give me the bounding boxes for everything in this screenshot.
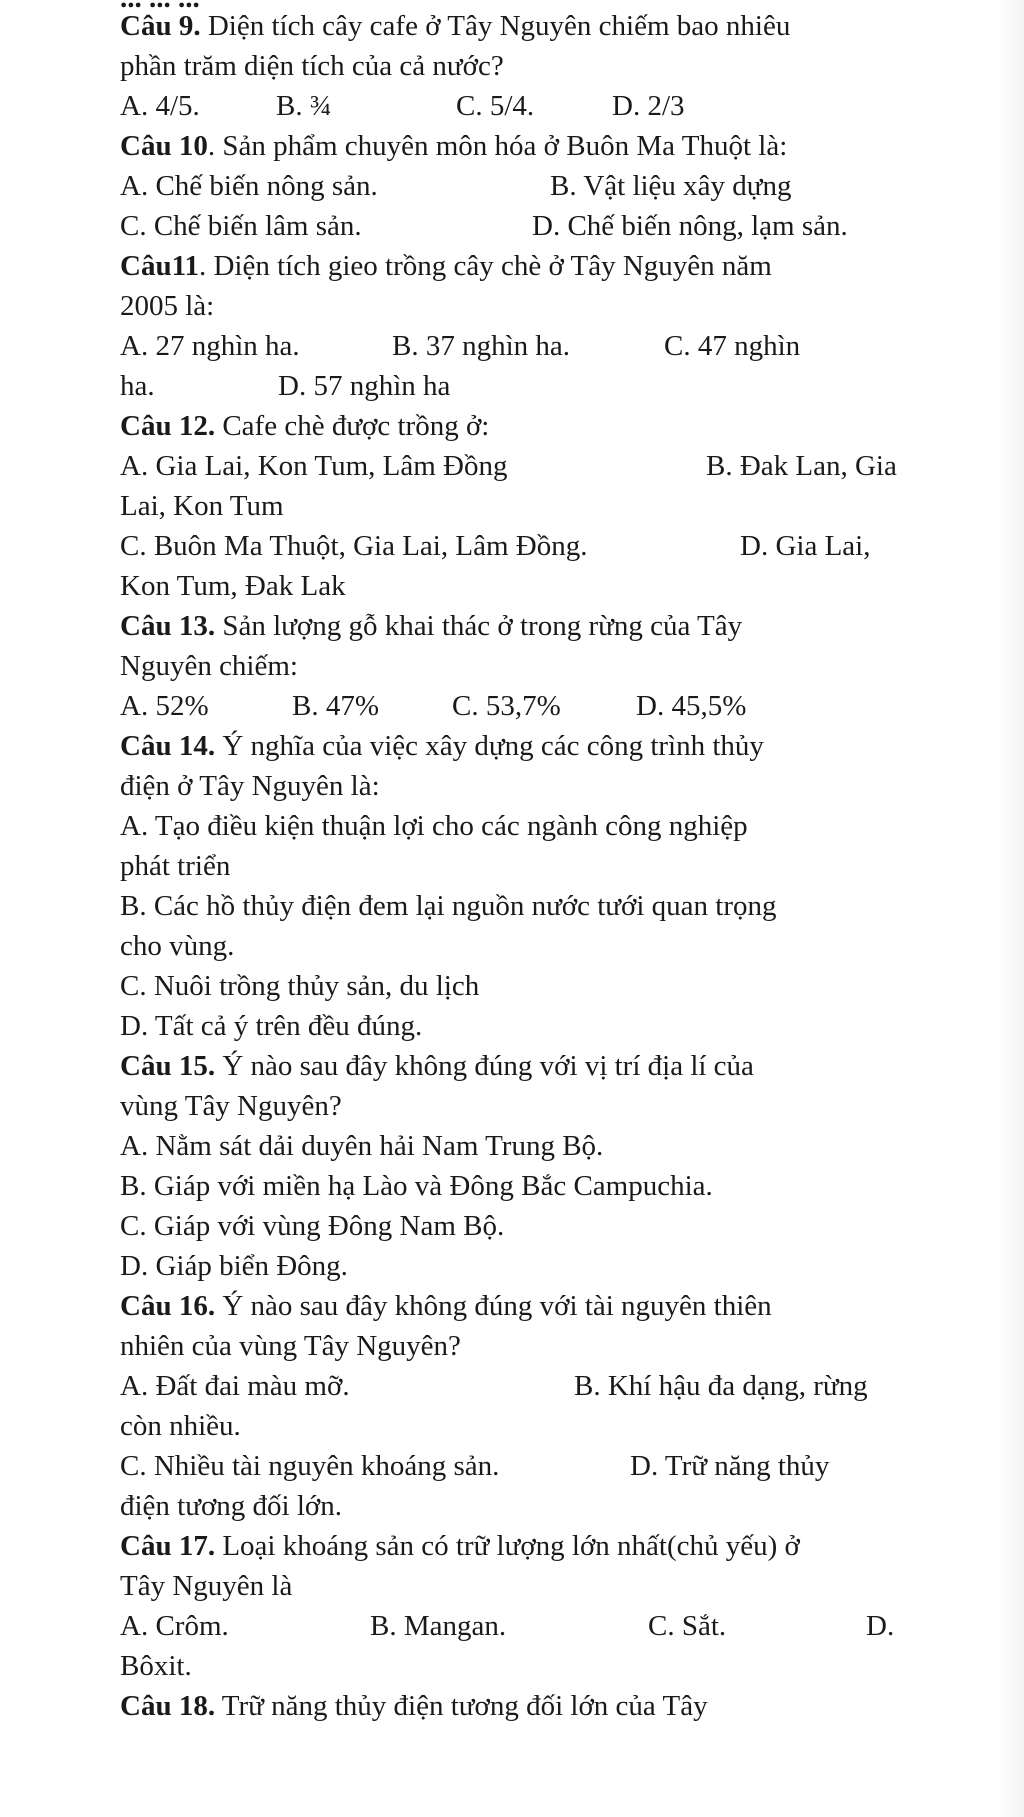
option-c: C. Nuôi trồng thủy sản, du lịch	[120, 970, 480, 1002]
option-a: A. Nằm sát dải duyên hải Nam Trung Bộ.	[120, 1130, 604, 1162]
option-c: C. 53,7%	[452, 690, 561, 722]
question-number: Câu 9.	[120, 10, 201, 42]
question-text-cont: Tây Nguyên là	[120, 1570, 293, 1602]
question-number: Câu11	[120, 250, 199, 282]
option-c: C. 5/4.	[456, 90, 535, 122]
option-b: B. 37 nghìn ha.	[392, 330, 571, 362]
option-a: A. 4/5.	[120, 90, 200, 122]
question-18	[120, 1686, 708, 1726]
option-b: B. Giáp với miền hạ Lào và Đông Bắc Campuchia.	[120, 1170, 713, 1202]
question-text: Cafe chè được trồng ở:	[215, 410, 490, 442]
question-number: Câu 12.	[120, 410, 216, 442]
option-d: D. Chế biến nông, lạm sản.	[532, 210, 848, 242]
question-text: Ý nào sau đây không đúng với vị trí địa lí của	[215, 1050, 754, 1082]
option-d: D. 2/3	[612, 90, 685, 122]
question-text-cont: điện ở Tây Nguyên là:	[120, 770, 380, 802]
option-b-cont: Lai, Kon Tum	[120, 490, 284, 522]
option-b: B. Mangan.	[370, 1610, 507, 1642]
option-d-cont: Bôxit.	[120, 1650, 192, 1682]
page-edge-shadow	[996, 0, 1024, 1817]
option-d: D. Gia Lai,	[740, 530, 871, 562]
question-17	[120, 1526, 800, 1566]
question-text: Loại khoáng sản có trữ lượng lớn nhất(chủ yếu) ở	[215, 1530, 800, 1562]
option-c: C. Nhiều tài nguyên khoáng sản.	[120, 1450, 500, 1482]
option-c-cont: ha.	[120, 370, 155, 402]
option-a: A. Chế biến nông sản.	[120, 170, 378, 202]
question-text-cont: Nguyên chiếm:	[120, 650, 298, 682]
option-a: A. Crôm.	[120, 1610, 229, 1642]
question-number: Câu 13.	[120, 610, 216, 642]
question-text: . Diện tích gieo trồng cây chè ở Tây Nguyên năm	[198, 250, 772, 282]
option-b: B. ¾	[276, 90, 332, 122]
option-a: A. Gia Lai, Kon Tum, Lâm Đồng	[120, 450, 508, 482]
option-b-cont: còn nhiều.	[120, 1410, 241, 1442]
option-d-cont: Kon Tum, Đak Lak	[120, 570, 346, 602]
question-15	[120, 1046, 754, 1086]
question-text-cont: nhiên của vùng Tây Nguyên?	[120, 1330, 461, 1362]
question-12	[120, 406, 489, 446]
question-number: Câu 16.	[120, 1290, 216, 1322]
option-d-cont: điện tương đối lớn.	[120, 1490, 342, 1522]
option-a: A. 52%	[120, 690, 209, 722]
option-a: A. Đất đai màu mỡ.	[120, 1370, 350, 1402]
question-11	[120, 246, 772, 286]
option-b: B. Vật liệu xây dựng	[550, 170, 792, 202]
question-text: . Sản phẩm chuyên môn hóa ở Buôn Ma Thuột là:	[207, 130, 788, 162]
option-d: D. Giáp biển Đông.	[120, 1250, 348, 1282]
question-text: Ý nghĩa của việc xây dựng các công trình thủy	[215, 730, 764, 762]
question-text: Ý nào sau đây không đúng với tài nguyên thiên	[215, 1290, 772, 1322]
option-d: D. Tất cả ý trên đều đúng.	[120, 1010, 423, 1042]
option-b: B. Các hồ thủy điện đem lại nguồn nước tưới quan trọng	[120, 890, 777, 922]
option-a: A. 27 nghìn ha.	[120, 330, 300, 362]
option-c: C. Buôn Ma Thuột, Gia Lai, Lâm Đồng.	[120, 530, 588, 562]
question-number: Câu 14.	[120, 730, 216, 762]
question-10	[120, 126, 787, 166]
option-d: D. 45,5%	[636, 690, 747, 722]
option-d: D. 57 nghìn ha	[278, 370, 451, 402]
question-text: Diện tích cây cafe ở Tây Nguyên chiếm bao nhiêu	[200, 10, 791, 42]
question-16	[120, 1286, 772, 1326]
option-d: D. Trữ năng thủy	[630, 1450, 830, 1482]
option-a: A. Tạo điều kiện thuận lợi cho các ngành công nghiệp	[120, 810, 748, 842]
option-c: C. 47 nghìn	[664, 330, 801, 362]
option-b: B. Khí hậu đa dạng, rừng	[574, 1370, 868, 1402]
question-number: Câu 17.	[120, 1530, 216, 1562]
option-d: D.	[866, 1610, 895, 1642]
option-a-cont: phát triển	[120, 850, 231, 882]
question-text: Sản lượng gỗ khai thác ở trong rừng của Tây	[215, 610, 743, 642]
option-b: B. Đak Lan, Gia	[706, 450, 897, 482]
question-number: Câu 10	[120, 130, 208, 162]
question-number: Câu 18.	[120, 1690, 216, 1722]
question-text-cont: vùng Tây Nguyên?	[120, 1090, 342, 1122]
question-13	[120, 606, 742, 646]
question-text: Trữ năng thủy điện tương đối lớn của Tây	[215, 1690, 708, 1722]
question-9	[120, 6, 790, 46]
option-b: B. 47%	[292, 690, 379, 722]
option-c: C. Giáp với vùng Đông Nam Bộ.	[120, 1210, 505, 1242]
question-text-cont: phần trăm diện tích của cả nước?	[120, 50, 504, 82]
question-number: Câu 15.	[120, 1050, 216, 1082]
option-b-cont: cho vùng.	[120, 930, 235, 962]
option-c: C. Chế biến lâm sản.	[120, 210, 362, 242]
option-c: C. Sắt.	[648, 1610, 727, 1642]
question-14	[120, 726, 764, 766]
question-text-cont: 2005 là:	[120, 290, 215, 322]
